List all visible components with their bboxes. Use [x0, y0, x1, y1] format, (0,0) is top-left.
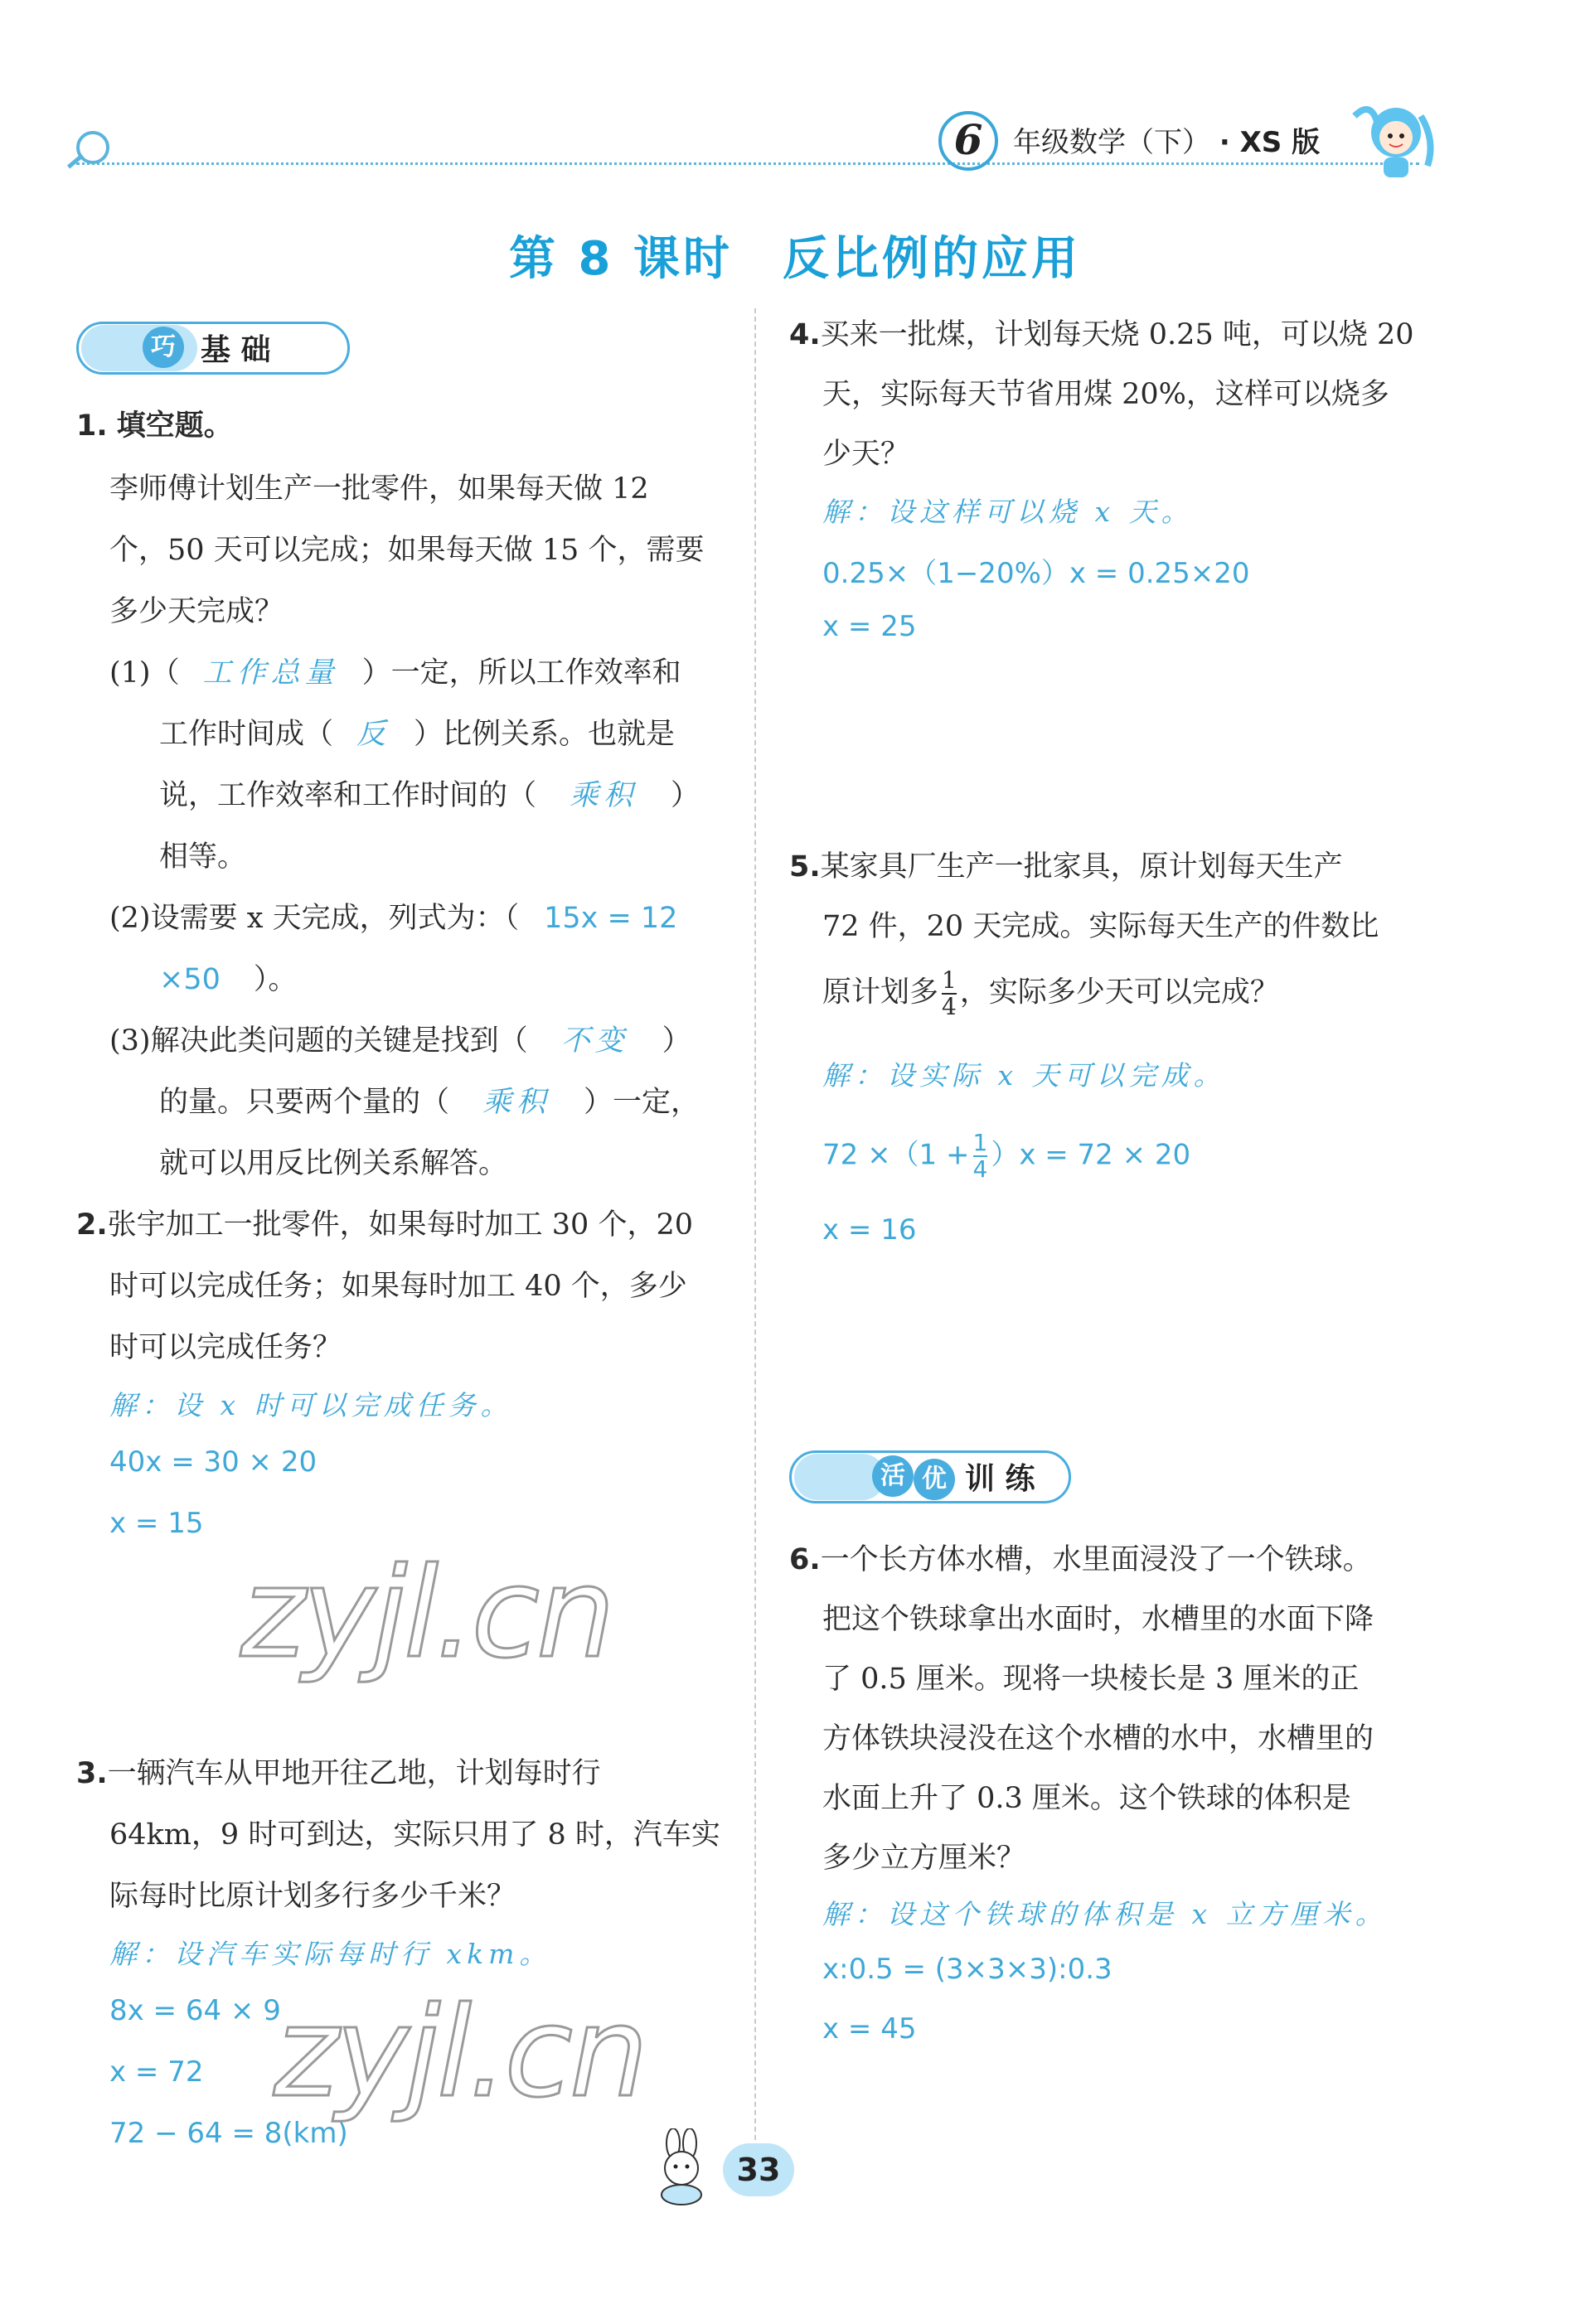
- q3-number: 3.: [76, 1757, 108, 1790]
- q1-stem-3: 多少天完成？: [109, 595, 284, 628]
- column-divider: [754, 308, 756, 2148]
- q5-stem-3: [822, 968, 1279, 1019]
- q1-p1-text-c: 工作时间成（: [159, 718, 334, 751]
- q5-stem-text-1: 某家具厂生产一批家具，原计划每天生产: [820, 850, 1343, 884]
- q1-p3-line3: 就可以用反比例关系解答。: [159, 1147, 508, 1180]
- q4-answer-3: x = 25: [822, 610, 917, 643]
- q1-stem-2: 个，50 天可以完成；如果每天做 15 个，需要: [109, 534, 705, 567]
- q2-answer-2: 40x = 30 × 20: [109, 1445, 318, 1479]
- banner-label: 基 础: [201, 333, 271, 367]
- q5-answer-2: [822, 1131, 1190, 1182]
- q1-p3-fill-2: 乘积: [482, 1086, 551, 1119]
- q4-stem-3: 少天？: [822, 438, 910, 471]
- q3-stem-text-1: 一辆汽车从甲地开往乙地，计划每时行: [107, 1757, 601, 1790]
- q5-stem-text-3b: ，实际多少天可以完成？: [959, 976, 1279, 1009]
- q2-number: 2.: [76, 1208, 108, 1242]
- q5-frac-num: 1: [942, 966, 957, 994]
- q1-p2-text-a: (2)设需要 x 天完成，列式为：（: [109, 902, 520, 935]
- edition-label: · XS 版: [1219, 126, 1321, 159]
- q2-answer-1: 解：设 x 时可以完成任务。: [109, 1389, 513, 1421]
- banner-label: 训 练: [965, 1462, 1035, 1496]
- section-banner-basic: [76, 322, 350, 375]
- q3-answer-3: x = 72: [109, 2055, 204, 2089]
- q1-p1-text-e: 说，工作效率和工作时间的（: [159, 779, 537, 812]
- q4-stem-text-1: 买来一批煤，计划每天烧 0.25 吨，可以烧 20: [820, 318, 1414, 351]
- q3-stem-3: 际每时比原计划多行多少千米？: [109, 1880, 516, 1913]
- magnifier-handle-icon: [67, 154, 84, 169]
- q5-stem-1: [789, 844, 1343, 885]
- q1-heading: [76, 403, 233, 444]
- q6-stem-4: 方体铁块浸没在这个水槽的水中，水槽里的: [822, 1722, 1374, 1755]
- q6-answer-2: x:0.5 = (3×3×3):0.3: [822, 1953, 1113, 1986]
- grade-badge: 6: [938, 111, 998, 171]
- q2-answer-3: x = 15: [109, 1507, 204, 1540]
- q1-p1-fill-1: 工作总量: [202, 656, 339, 690]
- q2-stem-text-1: 张宇加工一批零件，如果每时加工 30 个，20: [107, 1208, 693, 1242]
- q2-stem-2: 时可以完成任务；如果每时加工 40 个，多少: [109, 1270, 687, 1303]
- q4-stem-2: 天，实际每天节省用煤 20%，这样可以烧多: [822, 378, 1389, 411]
- q1-p1-fill-3: 乘积: [570, 779, 638, 812]
- banner-char-1: 巧: [143, 327, 184, 368]
- q6-stem-1: [789, 1537, 1372, 1578]
- q1-p1-line2: [159, 711, 675, 753]
- banner-char-1: 活: [872, 1455, 914, 1497]
- q1-p2-text-b: ）。: [253, 963, 298, 996]
- q1-p1-fill-2: 反: [356, 718, 391, 751]
- q1-p3-text-a: (3)解决此类问题的关键是找到（: [109, 1024, 528, 1058]
- banner-char-2: 优: [914, 1459, 955, 1500]
- q3-answer-4: 72 − 64 = 8(km): [109, 2117, 348, 2150]
- q5-fraction: [942, 968, 957, 1019]
- q6-stem-6: 多少立方厘米？: [822, 1842, 1026, 1875]
- subject-label: 年级数学（下）: [1013, 126, 1210, 159]
- watermark-1: zyjl.cn: [240, 1542, 613, 1686]
- q1-p2-fill-1: 15x = 12: [544, 902, 678, 935]
- q1-p1-text-f: ）: [671, 779, 700, 812]
- q1-p3-fill-1: 不变: [560, 1024, 629, 1058]
- q3-stem-2: 64km，9 时可到达，实际只用了 8 时，汽车实: [109, 1818, 720, 1852]
- q5-stem-2: 72 件，20 天完成。实际每天生产的件数比: [822, 910, 1379, 943]
- q5-answer-1: 解：设实际 x 天可以完成。: [822, 1059, 1226, 1092]
- magnifier-icon: [76, 131, 109, 164]
- q5-ans-frac-den: 4: [972, 1155, 988, 1183]
- q1-number: 1.: [76, 409, 108, 443]
- q6-stem-5: 水面上升了 0.3 厘米。这个铁球的体积是: [822, 1782, 1351, 1815]
- q5-answer-3: x = 16: [822, 1213, 917, 1247]
- q1-p1-text-b: ）一定，所以工作效率和: [361, 656, 681, 690]
- girl-mascot-icon: [1338, 91, 1446, 182]
- q1-p1-line4: 相等。: [159, 840, 247, 874]
- header-divider: [76, 162, 1419, 165]
- q1-p3-text-c: 的量。只要两个量的（: [159, 1086, 450, 1119]
- header-subject: [1013, 119, 1320, 160]
- page-number: 33: [723, 2143, 794, 2196]
- q5-answer-2b: ）x = 72 × 20: [991, 1138, 1191, 1172]
- q4-answer-2: 0.25×（1−20%）x = 0.25×20: [822, 557, 1250, 590]
- q1-p1-line3: [159, 772, 700, 814]
- q6-stem-text-1: 一个长方体水槽，水里面浸没了一个铁球。: [820, 1543, 1372, 1576]
- q1-p1-text-d: ）比例关系。也就是: [414, 718, 676, 751]
- q3-answer-1: 解：设汽车实际每时行 xkm。: [109, 1938, 552, 1970]
- q1-p3-text-d: ）一定，: [584, 1086, 700, 1119]
- rabbit-mascot-icon: [648, 2128, 718, 2208]
- watermark-2: zyjl.cn: [274, 1981, 646, 2125]
- lesson-title: 第 8 课时 反比例的应用: [509, 232, 1081, 286]
- q2-stem-3: 时可以完成任务？: [109, 1331, 342, 1364]
- q1-p3-line1: [109, 1018, 691, 1059]
- q2-stem-1: [76, 1202, 693, 1243]
- q1-p2-line1: [109, 895, 677, 937]
- q1-title: 填空题。: [116, 409, 233, 443]
- q3-stem-1: [76, 1750, 601, 1792]
- q1-p2-fill-2: ×50: [159, 963, 221, 996]
- q1-p1-text-a: (1)（: [109, 656, 180, 690]
- q6-answer-1: 解：设这个铁球的体积是 x 立方厘米。: [822, 1898, 1388, 1930]
- q5-answer-2a: 72 ×（1 +: [822, 1138, 970, 1172]
- q4-stem-1: [789, 312, 1414, 353]
- q6-answer-3: x = 45: [822, 2012, 917, 2046]
- q1-p2-line2: [159, 956, 297, 998]
- q1-p3-line2: [159, 1079, 700, 1121]
- q5-ans-frac-num: 1: [972, 1129, 988, 1156]
- q5-number: 5.: [789, 850, 821, 884]
- q4-answer-1: 解：设这样可以烧 x 天。: [822, 496, 1194, 528]
- q1-p1-line1: [109, 650, 681, 691]
- q1-stem-1: 李师傅计划生产一批零件，如果每天做 12: [109, 472, 649, 506]
- banner-box: [789, 1450, 1071, 1503]
- q5-answer-fraction: [973, 1131, 988, 1182]
- q5-frac-den: 4: [942, 993, 957, 1020]
- q4-number: 4.: [789, 318, 821, 351]
- q6-stem-2: 把这个铁球拿出水面时，水槽里的水面下降: [822, 1603, 1374, 1636]
- q5-stem-text-3a: 原计划多: [822, 976, 939, 1009]
- q3-answer-2: 8x = 64 × 9: [109, 1994, 281, 2027]
- q6-number: 6.: [789, 1543, 821, 1576]
- q1-p3-text-b: ）: [662, 1024, 691, 1058]
- q6-stem-3: 了 0.5 厘米。现将一块棱长是 3 厘米的正: [822, 1663, 1360, 1696]
